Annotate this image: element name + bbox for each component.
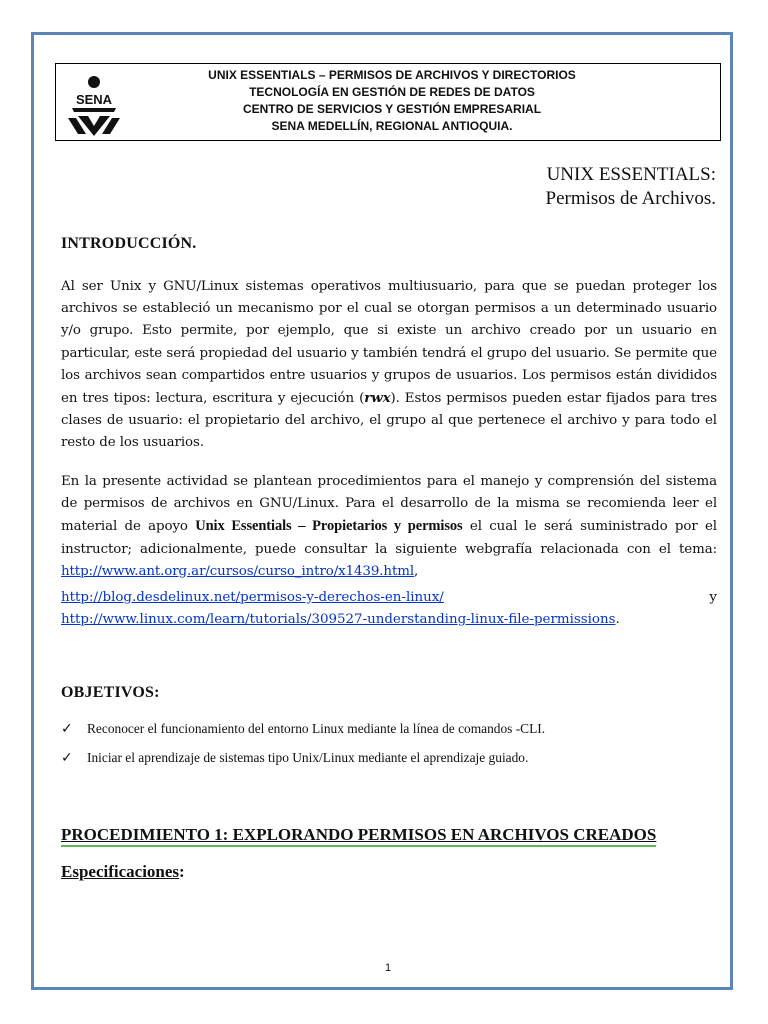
conjunction-text: y [709, 590, 717, 605]
document-header [55, 63, 721, 141]
objectives-heading: OBJETIVOS: [61, 684, 160, 701]
objective-text: Iniciar el aprendizaje de sistemas tipo Unix/Linux mediante el aprendizaje guiado. [87, 750, 529, 765]
procedure-heading: PROCEDIMIENTO 1: EXPLORANDO PERMISOS EN ARCHIVOS CREADOS [61, 825, 656, 847]
objective-item [61, 748, 528, 768]
links-row-2: http://www.linux.com/learn/tutorials/309527-understanding-linux-file-permissions. [61, 612, 620, 627]
svg-text:SENA: SENA [75, 92, 113, 107]
header-line: CENTRO DE SERVICIOS Y GESTIÓN EMPRESARIAL [242, 102, 542, 116]
support-material-title: Unix Essentials – Propietarios y permisos [195, 518, 463, 535]
header-line: TECNOLOGÍA EN GESTIÓN DE REDES DE DATOS [249, 85, 535, 99]
intro-p2-text-end: el cual le será suministrado por el instructor; adicionalmente, puede consultar la siguiente webgrafía relacionada con el tema: [61, 519, 717, 557]
header-line: SENA MEDELLÍN, REGIONAL ANTIOQUIA. [271, 119, 513, 133]
links-row-1 [61, 587, 717, 609]
objective-text: Reconocer el funcionamiento del entorno Linux mediante la línea de comandos -CLI. [87, 721, 546, 736]
document-title [546, 163, 716, 211]
title-line-2: Permisos de Archivos. [545, 188, 716, 209]
intro-heading: INTRODUCCIÓN. [61, 235, 197, 252]
objective-item [61, 719, 545, 739]
intro-paragraph-1 [61, 276, 717, 455]
page-number: 1 [384, 962, 392, 974]
intro-p1-text-end: ). Estos permisos pueden estar fijados para tres clases de usuario: el propietario del archivo, el grupo al que pertenece el archivo y para todo el resto de los usuarios. [61, 391, 718, 451]
header-line: UNIX ESSENTIALS – PERMISOS DE ARCHIVOS Y DIRECTORIOS [208, 68, 576, 82]
webgraphy-link-1[interactable]: http://www.ant.org.ar/cursos/curso_intro/x1439.html [61, 563, 415, 579]
specifications-heading: Especificaciones: [61, 862, 185, 881]
intro-paragraph-2: En la presente actividad se plantean procedimientos para el manejo y comprensión del sistema de permisos de archivos en GNU/Linux. Para el desarrollo de la misma se recomienda leer el material de apoyo Unix Essentials – Propietarios y permisos el cual le será suministrado por el instructor; adicionalmente, puede consultar la siguiente webgrafía relacionada con el tema: http://www.ant.org.ar/cursos/curso_intro/x1439.html, [61, 474, 717, 579]
title-line-1: UNIX ESSENTIALS: [546, 164, 716, 185]
checkmark-icon: ✓ [61, 721, 73, 737]
intro-p2-text: En la presente actividad se plantean procedimientos para el manejo y comprensión del sistema de permisos de archivos en GNU/Linux. Para el desarrollo de la misma se recomienda leer el material de apoyo [61, 474, 717, 535]
webgraphy-link-2[interactable]: http://blog.desdelinux.net/permisos-y-derechos-en-linux/ [61, 590, 444, 605]
checkmark-icon: ✓ [61, 750, 73, 766]
intro-p1-text: Al ser Unix y GNU/Linux sistemas operativos multiusuario, para que se puedan proteger los archivos se estableció un mecanismo por el cual se otorgan permisos a un determinado usuario y/o grupo. Esto permite, por ejemplo, que si existe un archivo creado por un usuario en particular, este será propiedad del usuario y también tendrá el grupo del usuario. Se permite que los archivos sean compartidos entre usuarios y grupos de usuarios. Los permisos están divididos en tres tipos: lectura, escritura y ejecución ( [61, 279, 717, 407]
specifications-label: Especificaciones [61, 862, 180, 881]
header-lines [56, 67, 720, 135]
rwx-text: rwx [364, 390, 391, 407]
webgraphy-link-3[interactable]: http://www.linux.com/learn/tutorials/309527-understanding-linux-file-permissions [61, 612, 616, 627]
